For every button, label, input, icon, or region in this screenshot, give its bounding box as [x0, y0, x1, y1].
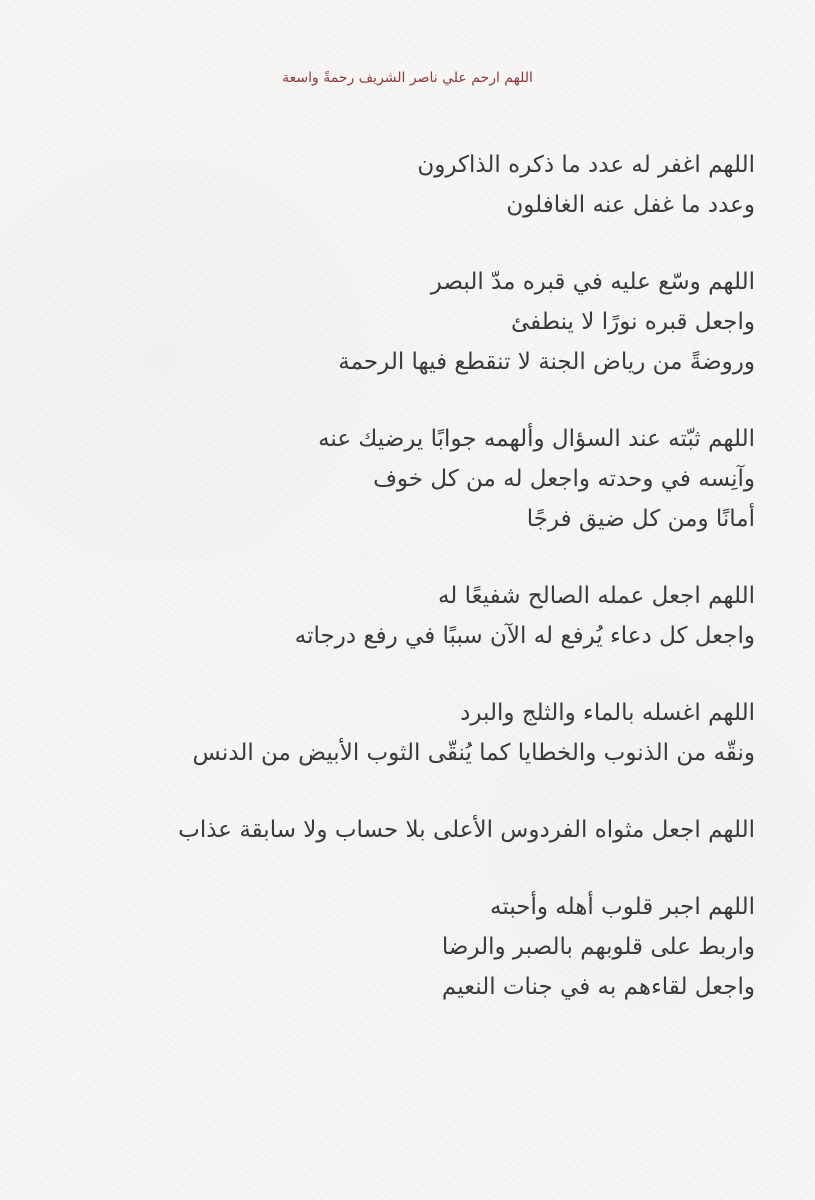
- text-line: واجعل قبره نورًا لا ينطفئ: [510, 309, 755, 335]
- stanza-1: [35, 145, 755, 225]
- text-line: وعدد ما غفل عنه الغافلون: [506, 192, 755, 218]
- text-line: واربط على قلوبهم بالصبر والرضا: [441, 934, 755, 960]
- text-line: اللهم اجعل عمله الصالح شفيعًا له: [437, 583, 755, 609]
- stanza-7: [35, 887, 755, 1007]
- text-line: اللهم اجعل مثواه الفردوس الأعلى بلا حساب ولا سابقة عذاب: [178, 817, 755, 843]
- text-line: اللهم اغسله بالماء والثلج والبرد: [460, 700, 755, 726]
- text-line: واجعل كل دعاء يُرفع له الآن سببًا في رفع درجاته: [294, 623, 755, 649]
- stanza-6: [35, 810, 755, 850]
- text-line: اللهم ثبّته عند السؤال وألهمه جوابًا يرضيك عنه: [318, 426, 755, 452]
- text-line: وروضةً من رياض الجنة لا تنقطع فيها الرحمة: [338, 349, 755, 375]
- stanza-3: [35, 419, 755, 539]
- stanza-5: [35, 693, 755, 773]
- prayer-text: [35, 145, 755, 1044]
- text-line: اللهم وسّع عليه في قبره مدّ البصر: [430, 269, 755, 295]
- text-line: وآنِسه في وحدته واجعل له من كل خوف: [373, 466, 755, 492]
- text-line: اللهم اجبر قلوب أهله وأحبته: [490, 894, 755, 920]
- text-line: اللهم اغفر له عدد ما ذكره الذاكرون: [417, 152, 755, 178]
- text-line: واجعل لقاءهم به في جنات النعيم: [441, 974, 755, 1000]
- document-title: اللهم ارحم علي ناصر الشريف رحمةً واسعة: [282, 70, 533, 86]
- stanza-2: [35, 262, 755, 382]
- text-line: ونقّه من الذنوب والخطايا كما يُنقّى الثوب الأبيض من الدنس: [192, 740, 755, 766]
- text-line: أمانًا ومن كل ضيق فرجًا: [526, 506, 755, 532]
- stanza-4: [35, 576, 755, 656]
